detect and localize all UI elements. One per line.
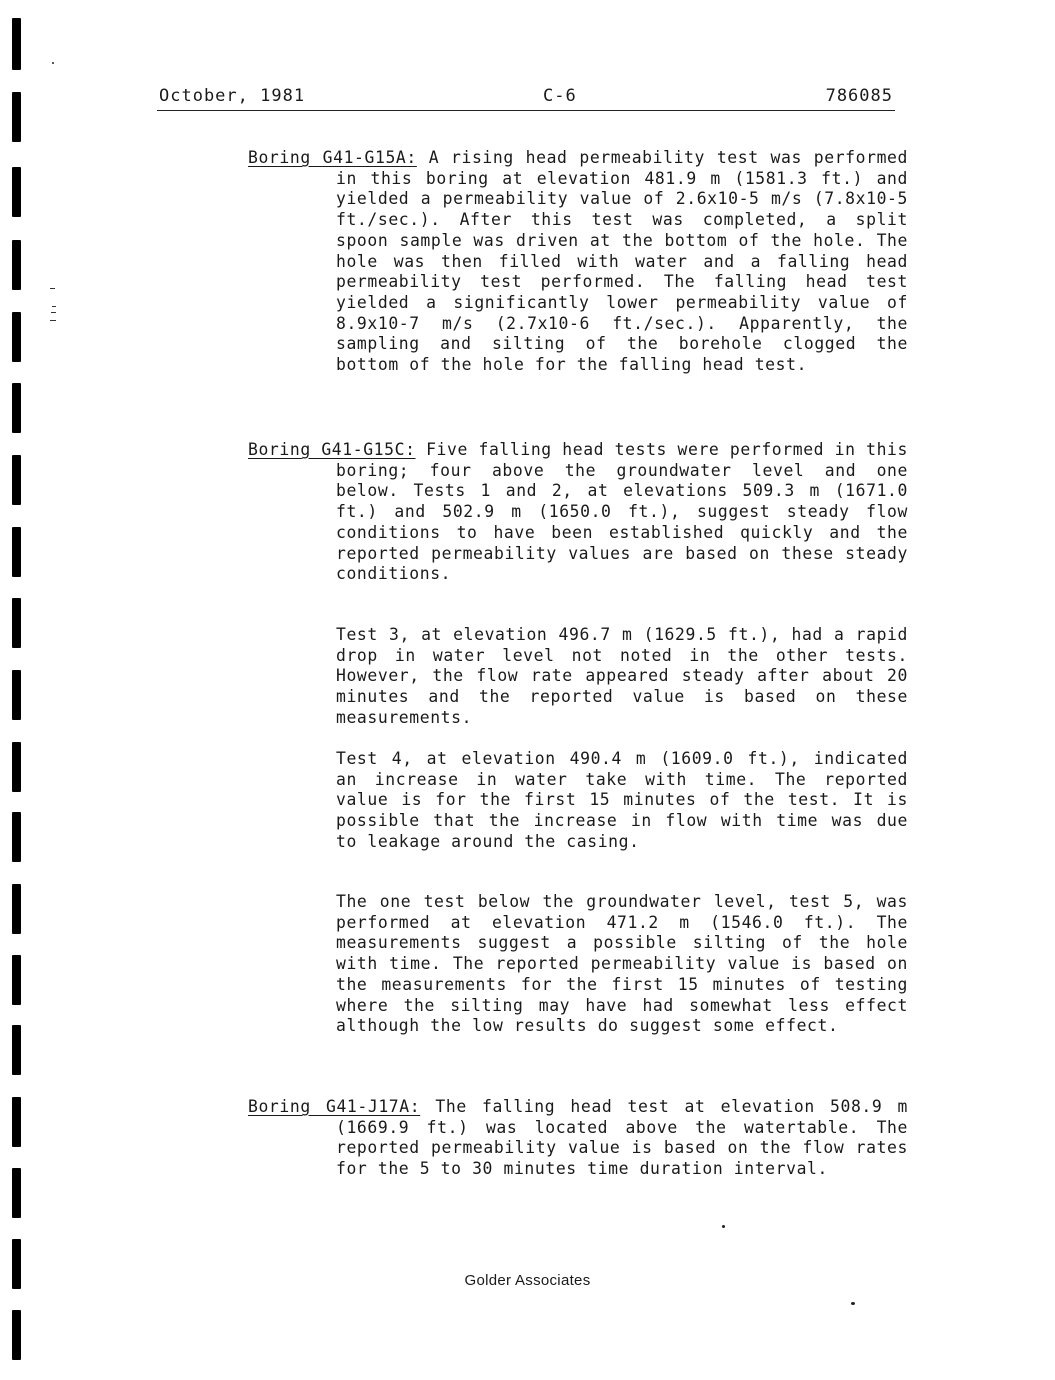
- section-body: A rising head permeability test was performed in this boring at elevation 481.9 m (1581.3 ft.) and yielded a permeability value of 2.6x10-5 m/s (7.8x10-5 ft./sec.). After this test was completed, a split spoon sample was driven at the bottom of the hole. The hole was then filled with water and a falling head permeability test performed. The falling head test yielded a significantly lower permeability value of 8.9x10-7 m/s (2.7x10-6 ft./sec.). Apparently, the sampling and silting of the borehole clogged the bottom of the hole for the falling head test.: [336, 148, 908, 375]
- section-boring-g41-g15a: [248, 148, 908, 376]
- paragraph-test-4: [336, 749, 908, 853]
- scan-mark: [52, 306, 56, 307]
- binding-mark: [12, 92, 21, 142]
- binding-mark: [12, 167, 21, 217]
- paragraph: Test 4, at elevation 490.4 m (1609.0 ft.), indicated an increase in water take with time. The reported value is for the first 15 minutes of the test. It is possible that the increase in flow with time was due to leakage around the casing.: [336, 749, 908, 851]
- binding-mark: [12, 812, 21, 862]
- scan-mark: [50, 288, 55, 289]
- binding-mark: [12, 955, 21, 1005]
- section-heading: Boring G41-J17A:: [248, 1097, 421, 1116]
- section-boring-g41-j17a: [248, 1097, 908, 1180]
- binding-mark: [12, 240, 21, 290]
- binding-mark: [12, 383, 21, 433]
- section-body: Five falling head tests were performed in this boring; four above the groundwater level and one below. Tests 1 and 2, at elevations 509.3 m (1671.0 ft.) and 502.9 m (1650.0 ft.), suggest steady flow conditions to have been established quickly and the reported permeability values are based on these steady conditions.: [336, 440, 908, 584]
- scan-speck: [851, 1302, 855, 1305]
- paragraph-test-3: [336, 625, 908, 729]
- paragraph: [248, 1097, 908, 1180]
- scan-speck: [52, 62, 54, 64]
- paragraph: Test 3, at elevation 496.7 m (1629.5 ft.), had a rapid drop in water level not noted in the other tests. However, the flow rate appeared steady after about 20 minutes and the reported value is based on these measurements.: [336, 625, 908, 727]
- paragraph-test-5: [336, 892, 908, 1037]
- footer-company: Golder Associates: [464, 1272, 591, 1289]
- section-heading: Boring G41-G15C:: [248, 440, 416, 459]
- scan-mark: [50, 320, 56, 321]
- binding-mark: [12, 884, 21, 934]
- binding-mark: [12, 527, 21, 577]
- binding-mark: [12, 1168, 21, 1218]
- binding-mark: [12, 1025, 21, 1075]
- paragraph: [248, 148, 908, 376]
- section-boring-g41-g15c: [248, 440, 908, 585]
- binding-mark: [12, 1097, 21, 1147]
- binding-mark: [12, 670, 21, 720]
- binding-mark: [12, 742, 21, 792]
- scan-mark: [51, 312, 56, 313]
- header-document-number: 786085: [825, 86, 893, 106]
- page-header: [157, 86, 895, 111]
- header-date: October, 1981: [159, 86, 306, 106]
- binding-mark: [12, 18, 21, 70]
- section-body: The falling head test at elevation 508.9 m (1669.9 ft.) was located above the watertable. The reported permeability value is based on the flow rates for the 5 to 30 minutes time duration interval.: [336, 1097, 909, 1179]
- section-heading: Boring G41-G15A:: [248, 148, 417, 167]
- binding-mark: [12, 312, 21, 362]
- header-page-number: C-6: [543, 86, 577, 106]
- scan-speck: [722, 1225, 725, 1228]
- paragraph: The one test below the groundwater level, test 5, was performed at elevation 471.2 m (1546.0 ft.). The measurements suggest a possible silting of the hole with time. The reported permeability value is based on the measurements for the first 15 minutes of testing where the silting may have had somewhat less effect although the low results do suggest some effect.: [336, 892, 908, 1036]
- binding-mark: [12, 1310, 21, 1360]
- binding-mark: [12, 455, 21, 505]
- binding-mark: [12, 598, 21, 648]
- paragraph: [248, 440, 908, 585]
